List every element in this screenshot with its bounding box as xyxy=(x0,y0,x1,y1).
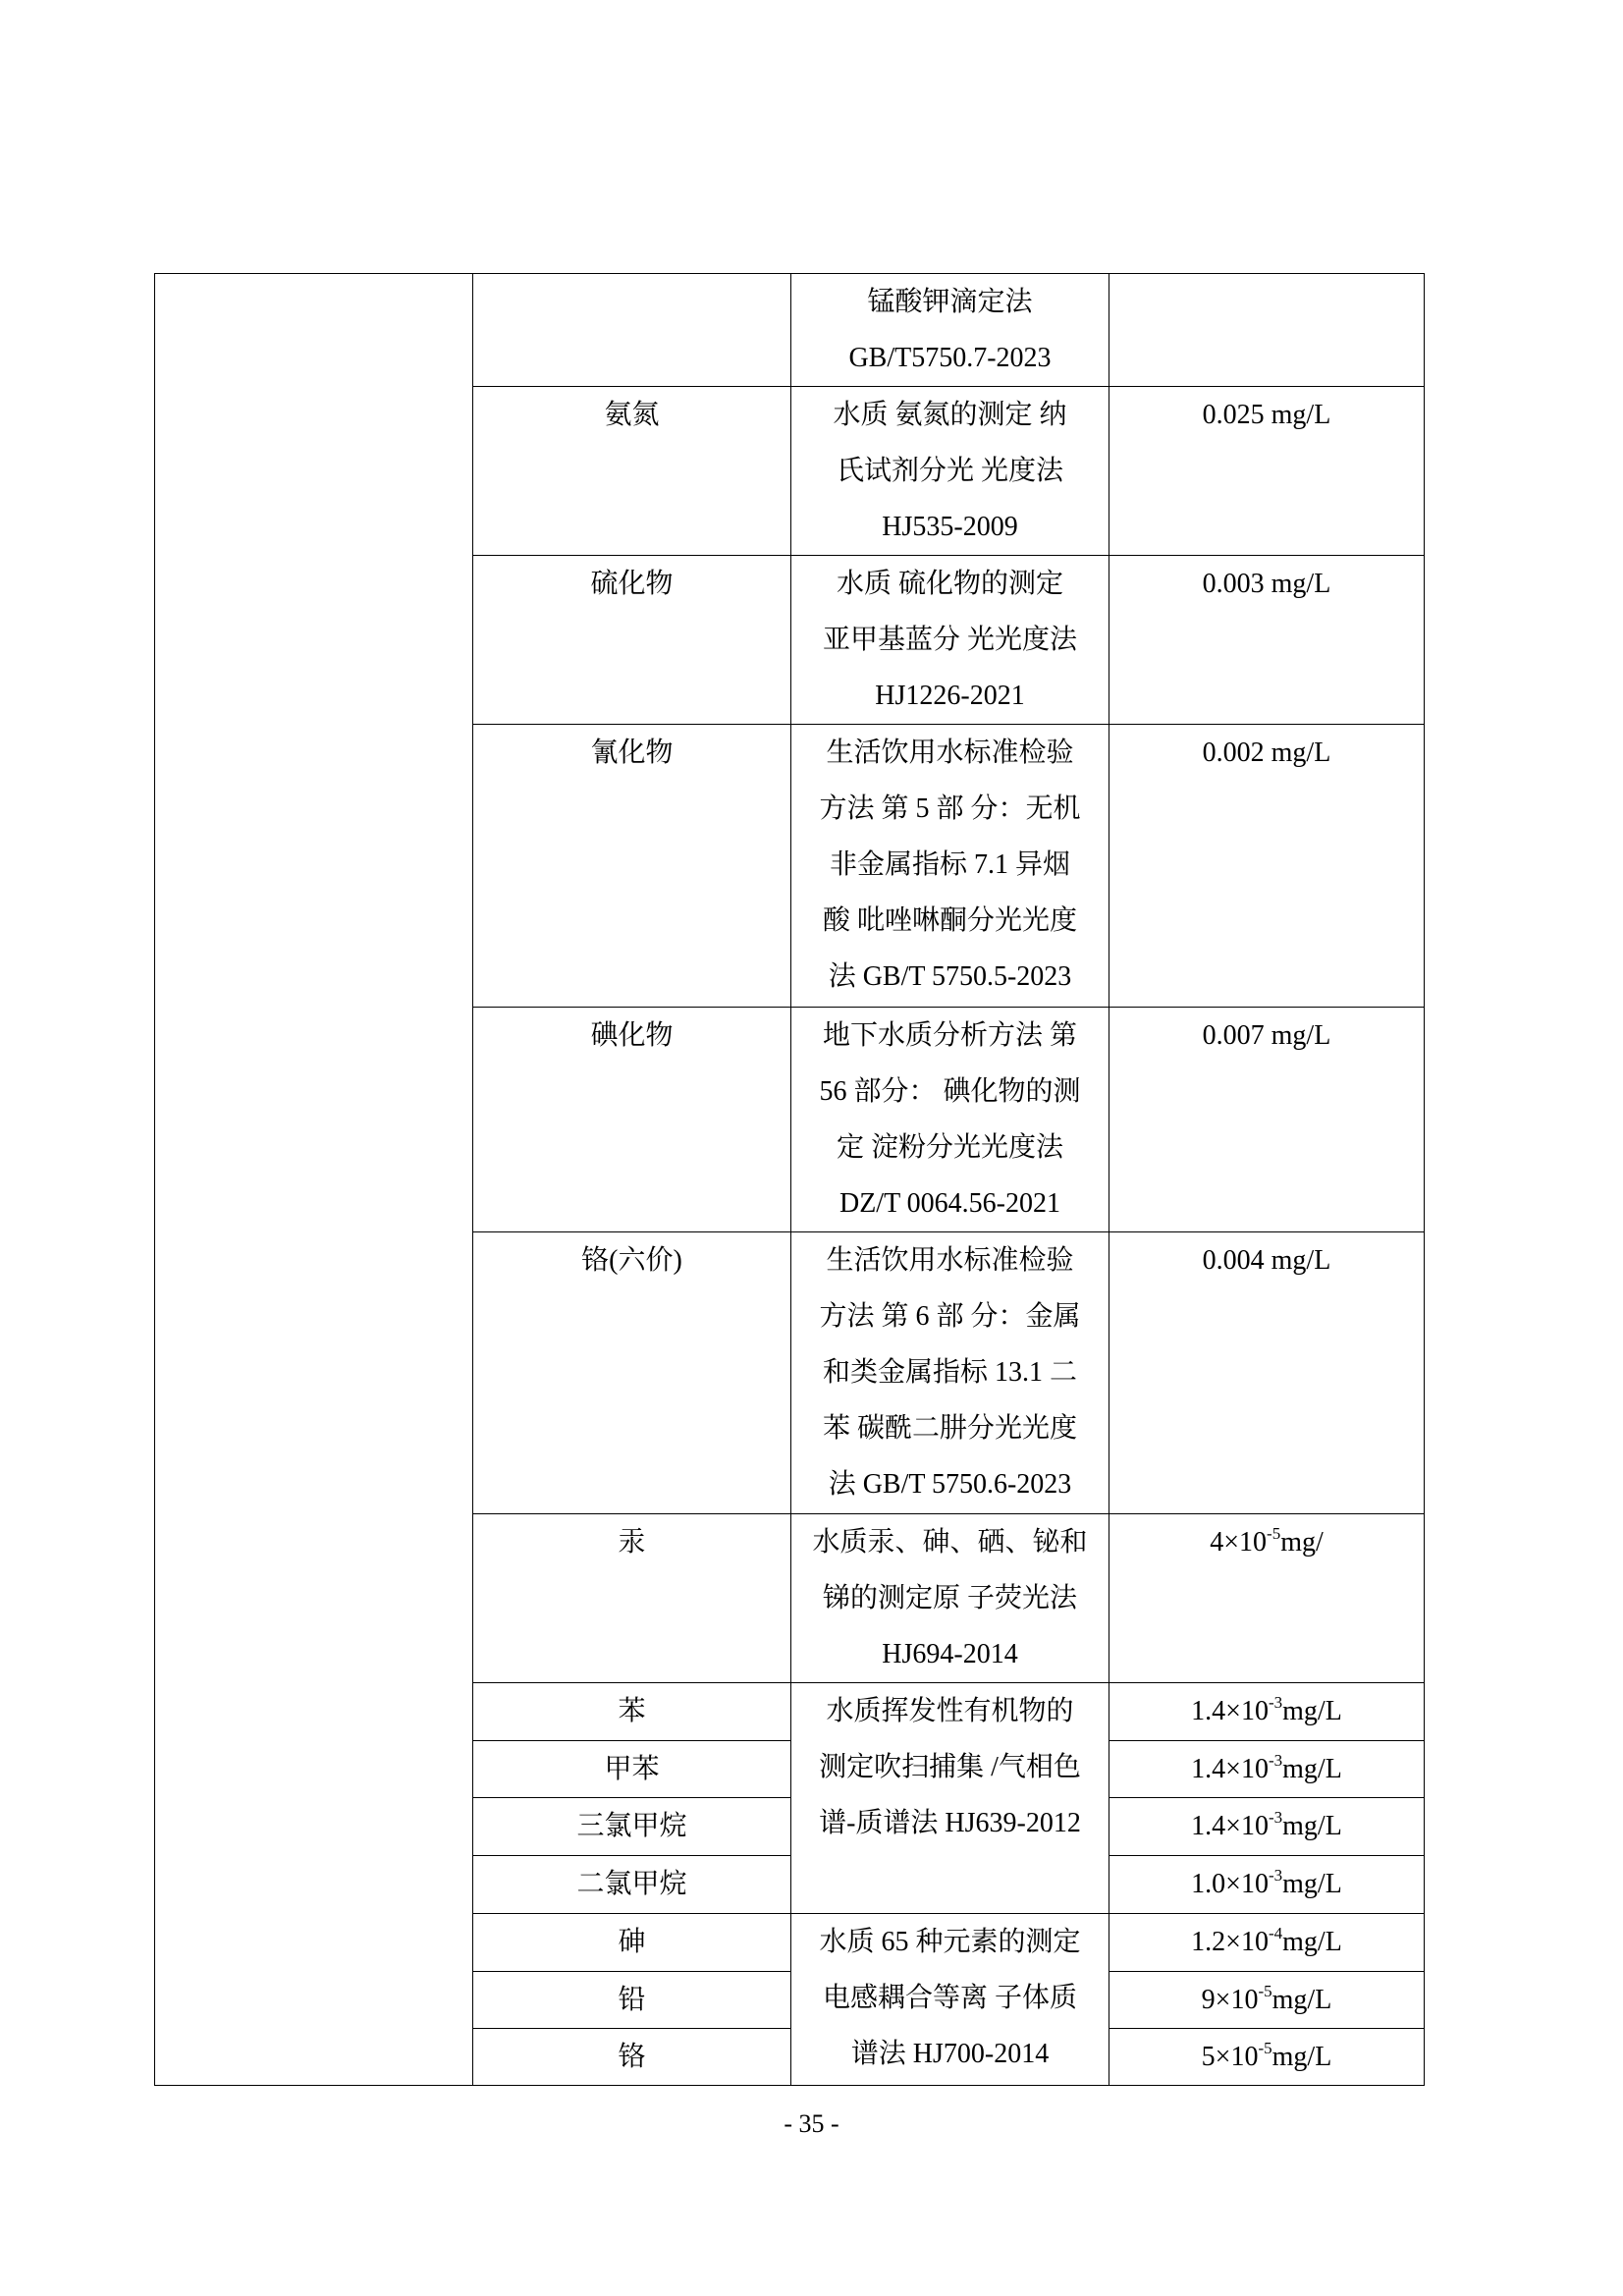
method-line: HJ535-2009 xyxy=(882,512,1018,542)
limit-exponent: -5 xyxy=(1258,2038,1272,2057)
limit-base: 1.2×10 xyxy=(1191,1927,1269,1957)
limit-exponent: -5 xyxy=(1258,1981,1272,2000)
limit-cell xyxy=(1109,274,1425,387)
method-line: 水质 硫化物的测定 xyxy=(836,569,1063,599)
item-cell: 铅 xyxy=(473,1972,791,2029)
limit-exponent: -4 xyxy=(1268,1923,1283,1942)
item-cell: 氰化物 xyxy=(473,725,791,1008)
item-cell: 甲苯 xyxy=(473,1741,791,1798)
method-cell xyxy=(791,556,1109,725)
item-cell: 汞 xyxy=(473,1514,791,1683)
limit-exponent: -3 xyxy=(1268,1692,1283,1712)
method-line: 生活饮用水标准检验 xyxy=(826,1245,1074,1276)
method-line: 水质汞、砷、硒、铋和 xyxy=(812,1527,1088,1558)
method-line: 锑的测定原 子荧光法 xyxy=(822,1583,1077,1613)
item-cell: 二氯甲烷 xyxy=(473,1856,791,1914)
limit-unit: mg/L xyxy=(1282,1869,1342,1899)
limit-base: 1.4×10 xyxy=(1191,1754,1269,1784)
method-line: 非金属指标 7.1 异烟 xyxy=(829,849,1070,880)
limit-cell xyxy=(1109,1914,1425,1972)
limit-unit: mg/L xyxy=(1282,1811,1342,1841)
method-line: 水质 氨氮的测定 纳 xyxy=(833,400,1067,430)
method-cell xyxy=(791,274,1109,387)
item-cell: 三氯甲烷 xyxy=(473,1798,791,1856)
item-cell: 铬 xyxy=(473,2029,791,2086)
limit-cell xyxy=(1109,1514,1425,1683)
method-line: 苯 碳酰二肼分光光度 xyxy=(822,1413,1077,1444)
method-line: 地下水质分析方法 第 xyxy=(822,1020,1077,1051)
limit-unit: mg/L xyxy=(1282,1696,1342,1726)
limit-exponent: -3 xyxy=(1268,1750,1283,1770)
item-cell: 碘化物 xyxy=(473,1008,791,1232)
page-number: - 35 - xyxy=(784,2109,839,2138)
limit-cell: 0.007 mg/L xyxy=(1109,1008,1425,1232)
method-line: 方法 第 5 部 分：无机 xyxy=(819,793,1081,824)
limit-cell: 0.003 mg/L xyxy=(1109,556,1425,725)
method-line: 锰酸钾滴定法 xyxy=(867,287,1033,317)
method-line: 测定吹扫捕集 /气相色 xyxy=(819,1752,1081,1782)
method-line: 亚甲基蓝分 光光度法 xyxy=(822,625,1077,655)
limit-cell: 0.025 mg/L xyxy=(1109,387,1425,556)
method-line: 电感耦合等离 子体质 xyxy=(822,1983,1077,2013)
item-cell xyxy=(473,274,791,387)
method-line: HJ694-2014 xyxy=(882,1639,1018,1669)
method-line: 和类金属指标 13.1 二 xyxy=(822,1357,1077,1388)
item-cell: 氨氮 xyxy=(473,387,791,556)
method-line: 酸 吡唑啉酮分光光度 xyxy=(822,905,1077,936)
method-line: 氏试剂分光 光度法 xyxy=(836,456,1063,486)
item-cell: 铬(六价) xyxy=(473,1232,791,1514)
limit-cell xyxy=(1109,1798,1425,1856)
method-line: 法 GB/T 5750.5-2023 xyxy=(828,961,1072,992)
limit-unit: mg/L xyxy=(1282,1754,1342,1784)
limit-cell: 0.002 mg/L xyxy=(1109,725,1425,1008)
method-line: GB/T5750.7-2023 xyxy=(848,343,1052,373)
limit-exponent: -3 xyxy=(1268,1865,1283,1885)
limit-cell xyxy=(1109,2029,1425,2086)
method-line: HJ1226-2021 xyxy=(875,681,1025,711)
method-cell xyxy=(791,387,1109,556)
limit-cell xyxy=(1109,1856,1425,1914)
method-line: 水质 65 种元素的测定 xyxy=(819,1927,1081,1957)
method-line: 谱法 HJ700-2014 xyxy=(850,2039,1050,2069)
method-line: 方法 第 6 部 分：金属 xyxy=(819,1301,1081,1332)
method-cell xyxy=(791,1008,1109,1232)
limit-base: 4×10 xyxy=(1210,1527,1268,1558)
method-cell xyxy=(791,1683,1109,1914)
method-line: 定 淀粉分光光度法 xyxy=(836,1132,1063,1163)
limit-unit: mg/L xyxy=(1271,1985,1332,2015)
method-cell xyxy=(791,1514,1109,1683)
method-line: 56 部分： 碘化物的测 xyxy=(819,1076,1081,1107)
method-cell xyxy=(791,1914,1109,2086)
limit-cell xyxy=(1109,1683,1425,1741)
item-cell: 硫化物 xyxy=(473,556,791,725)
limit-exponent: -5 xyxy=(1267,1523,1281,1543)
method-line: 谱-质谱法 HJ639-2012 xyxy=(819,1808,1081,1838)
method-line: 生活饮用水标准检验 xyxy=(826,738,1074,768)
limit-base: 1.4×10 xyxy=(1191,1811,1269,1841)
limit-base: 1.4×10 xyxy=(1191,1696,1269,1726)
limit-cell xyxy=(1109,1741,1425,1798)
limit-unit: mg/ xyxy=(1280,1527,1324,1558)
method-cell xyxy=(791,1232,1109,1514)
limit-base: 1.0×10 xyxy=(1191,1869,1269,1899)
item-cell: 砷 xyxy=(473,1914,791,1972)
monitoring-method-table xyxy=(154,273,1425,2086)
limit-base: 9×10 xyxy=(1201,1985,1259,2015)
method-line: DZ/T 0064.56-2021 xyxy=(839,1188,1061,1219)
item-cell: 苯 xyxy=(473,1683,791,1741)
table-row xyxy=(155,274,1425,387)
limit-unit: mg/L xyxy=(1271,2042,1332,2072)
method-line: 水质挥发性有机物的 xyxy=(826,1696,1074,1726)
limit-unit: mg/L xyxy=(1282,1927,1342,1957)
method-cell xyxy=(791,725,1109,1008)
method-line: 法 GB/T 5750.6-2023 xyxy=(828,1469,1072,1500)
limit-cell: 0.004 mg/L xyxy=(1109,1232,1425,1514)
limit-base: 5×10 xyxy=(1201,2042,1259,2072)
limit-exponent: -3 xyxy=(1268,1807,1283,1827)
category-cell xyxy=(155,274,473,2086)
limit-cell xyxy=(1109,1972,1425,2029)
